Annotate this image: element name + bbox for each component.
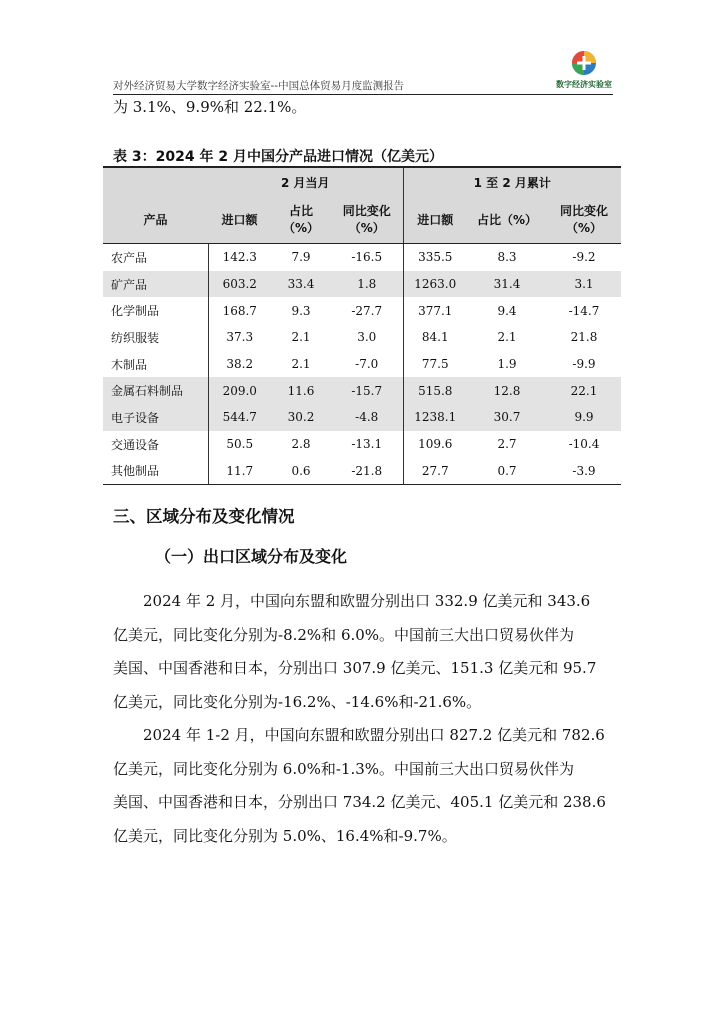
- table-row: [103, 377, 621, 404]
- paragraph-line: 2024 年 1-2 月，中国向东盟和欧盟分别出口 827.2 亿美元和 782.6: [113, 726, 605, 744]
- table-cell: -7.0: [331, 351, 403, 378]
- logo-text: 数字经济实验室: [556, 80, 612, 89]
- table-cell: 9.3: [291, 303, 311, 318]
- col-header-import: 进口额: [208, 197, 271, 244]
- table-cell: 1238.1: [403, 404, 467, 431]
- product-name: 其他制品: [103, 458, 208, 485]
- col-header-import-cum: 进口额: [403, 197, 467, 244]
- table-cell: 142.3: [208, 244, 271, 271]
- col-header-product: 产品: [103, 197, 208, 244]
- table-cell: 30.7: [467, 404, 547, 431]
- table-cell: 0.7: [467, 458, 547, 485]
- table-cell: 2.1: [497, 330, 517, 345]
- table-row: [103, 297, 621, 324]
- table-cell: 544.7: [208, 404, 271, 431]
- table-cell: -13.1: [331, 431, 403, 458]
- table-cell: 31.4: [467, 271, 547, 298]
- paragraph-line: 亿美元，同比变化分别为 5.0%、16.4%和-9.7%。: [113, 826, 457, 845]
- table-cell: -9.9: [572, 357, 596, 372]
- table-cell: 168.7: [208, 297, 271, 324]
- table-row: [103, 271, 621, 298]
- import-table: [103, 166, 621, 485]
- group-header-cumulative: 1 至 2 月累计: [403, 167, 621, 197]
- page-header: [113, 74, 613, 95]
- paragraph-line: 2024 年 2 月，中国向东盟和欧盟分别出口 332.9 亿美元和 343.6: [113, 592, 591, 610]
- table-cell: 209.0: [208, 377, 271, 404]
- table-row: [103, 431, 621, 458]
- table-row: [103, 404, 621, 431]
- product-name: 农产品: [111, 250, 148, 265]
- table-cell: 21.8: [570, 330, 598, 345]
- table-cell: -21.8: [331, 458, 403, 485]
- product-name: 木制品: [111, 357, 148, 372]
- paragraph-line: 亿美元，同比变化分别为 6.0%和-1.3%。中国前三大出口贸易伙伴为: [113, 759, 575, 778]
- table-cell: -15.7: [331, 377, 403, 404]
- col-header-share-cum: 占比（%）: [467, 197, 547, 244]
- table-cell: 27.7: [403, 458, 467, 485]
- table-cell: 109.6: [418, 437, 453, 452]
- table-cell: 9.9: [547, 404, 621, 431]
- table-cell: 84.1: [421, 330, 449, 345]
- col-header-yoy-cum: 同比变化 （%）: [547, 197, 621, 244]
- header-blank: [103, 167, 208, 197]
- table-cell: -3.9: [547, 458, 621, 485]
- table-row: [103, 351, 621, 378]
- product-name: 金属石料制品: [103, 377, 208, 404]
- table-cell: 2.1: [291, 357, 311, 372]
- product-name: 电子设备: [103, 404, 208, 431]
- product-name: 矿产品: [103, 271, 208, 298]
- product-name: 化学制品: [111, 304, 160, 319]
- table-caption: 表 3：2024 年 2 月中国分产品进口情况（亿美元）: [113, 149, 443, 165]
- table-cell: -4.8: [331, 404, 403, 431]
- table-cell: 603.2: [208, 271, 271, 298]
- paragraph-line: 美国、中国香港和日本，分别出口 734.2 亿美元、405.1 亿美元和 238.6: [113, 793, 606, 811]
- table-cell: 77.5: [421, 357, 449, 372]
- table-cell: 33.4: [271, 271, 331, 298]
- table-cell: 1.8: [331, 271, 403, 298]
- table-cell: 11.7: [208, 458, 271, 485]
- paragraph-jan-feb: [113, 719, 618, 853]
- continued-text: 为 3.1%、9.9%和 22.1%。: [113, 98, 307, 116]
- table-row: [103, 458, 621, 485]
- product-name: 交通设备: [111, 437, 160, 452]
- table-cell: 1263.0: [403, 271, 467, 298]
- table-cell: 377.1: [418, 303, 453, 318]
- table-cell: 3.1: [547, 271, 621, 298]
- paragraph-february: [113, 585, 618, 719]
- table-cell: 1.9: [497, 357, 517, 372]
- table-cell: -16.5: [331, 244, 403, 271]
- table-cell: 2.8: [291, 437, 311, 452]
- table-cell: 335.5: [418, 250, 453, 265]
- paragraph-line: 亿美元，同比变化分别为-8.2%和 6.0%。中国前三大出口贸易伙伴为: [113, 625, 575, 644]
- table-cell: 515.8: [403, 377, 467, 404]
- section-heading: 三、区域分布及变化情况: [113, 507, 295, 526]
- product-name: 纺织服装: [111, 330, 160, 345]
- globe-icon: [555, 48, 613, 82]
- paragraph-line: 美国、中国香港和日本，分别出口 307.9 亿美元、151.3 亿美元和 95.7: [113, 659, 597, 677]
- table-cell: 50.5: [208, 431, 271, 458]
- table-cell: 7.9: [291, 250, 311, 265]
- table-cell: 37.3: [208, 324, 271, 351]
- table-row: [103, 324, 621, 351]
- table-cell: 11.6: [271, 377, 331, 404]
- table-cell: 2.1: [291, 330, 311, 345]
- group-header-month: 2 月当月: [208, 167, 403, 197]
- table-cell: 38.2: [208, 351, 271, 378]
- table-cell: -10.4: [568, 437, 600, 452]
- header-title: 对外经济贸易大学数字经济实验室--中国总体贸易月度监测报告: [113, 80, 405, 92]
- table-cell: -14.7: [568, 303, 600, 318]
- table-row: [103, 244, 621, 271]
- table-cell: 3.0: [331, 324, 403, 351]
- table-cell: 30.2: [271, 404, 331, 431]
- table-cell: -9.2: [572, 250, 596, 265]
- table-cell: 22.1: [547, 377, 621, 404]
- lab-logo: [555, 48, 613, 92]
- col-header-yoy: 同比变化 （%）: [331, 197, 403, 244]
- table-cell: -27.7: [331, 297, 403, 324]
- paragraph-line: 亿美元，同比变化分别为-16.2%、-14.6%和-21.6%。: [113, 692, 482, 711]
- col-header-share: 占比 （%）: [271, 197, 331, 244]
- table-cell: 12.8: [467, 377, 547, 404]
- subsection-heading: （一）出口区域分布及变化: [155, 547, 348, 566]
- table-cell: 2.7: [497, 437, 517, 452]
- table-cell: 8.3: [497, 250, 517, 265]
- table-cell: 0.6: [271, 458, 331, 485]
- table-cell: 9.4: [497, 303, 517, 318]
